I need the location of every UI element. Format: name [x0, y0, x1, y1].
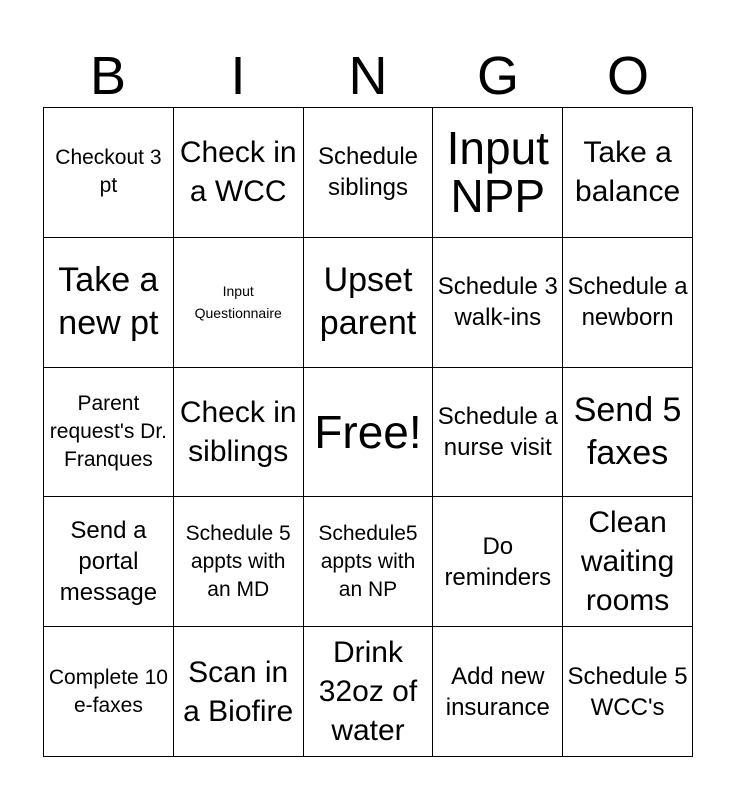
bingo-cell[interactable]	[433, 368, 563, 498]
cell-label: Upset parent	[319, 261, 417, 343]
bingo-cell[interactable]	[44, 497, 174, 627]
bingo-cell[interactable]	[433, 497, 563, 627]
cell-label: Take a new pt	[58, 261, 159, 343]
cell-label: Parent request's Dr. Franques	[49, 391, 168, 471]
bingo-cell[interactable]	[304, 627, 434, 757]
cell-label: Schedule5 appts with an NP	[318, 521, 418, 601]
bingo-cell[interactable]	[174, 627, 304, 757]
header-letter-i: I	[230, 46, 246, 106]
header-letter-o: O	[606, 46, 649, 106]
bingo-cell[interactable]	[433, 238, 563, 368]
bingo-cell[interactable]	[433, 108, 563, 238]
bingo-cell[interactable]	[174, 368, 304, 498]
cell-label: Send a portal message	[59, 517, 158, 607]
bingo-cell[interactable]	[563, 368, 693, 498]
bingo-cell[interactable]	[304, 238, 434, 368]
bingo-cell[interactable]	[563, 108, 693, 238]
cell-label: Schedule 5 WCC's	[567, 662, 688, 721]
cell-label: Complete 10 e-faxes	[48, 665, 168, 717]
cell-label: Do reminders	[444, 532, 552, 591]
bingo-cell[interactable]	[304, 497, 434, 627]
cell-label: Add new insurance	[445, 662, 550, 721]
free-space-label: Free!	[314, 405, 422, 458]
bingo-header	[43, 44, 693, 108]
bingo-cell[interactable]	[44, 368, 174, 498]
bingo-grid	[43, 107, 693, 757]
cell-label: Scan in a Biofire	[183, 655, 294, 728]
cell-label: Input NPP	[446, 122, 549, 223]
cell-label: Schedule 3 walk-ins	[437, 273, 558, 332]
bingo-cell[interactable]	[44, 238, 174, 368]
bingo-cell[interactable]	[304, 108, 434, 238]
cell-label: Check in a WCC	[179, 136, 297, 209]
header-letter-g: G	[476, 46, 519, 106]
bingo-cell[interactable]	[44, 108, 174, 238]
header-letter-b: B	[89, 46, 127, 106]
bingo-cell[interactable]	[563, 238, 693, 368]
cell-label: Schedule 5 appts with an MD	[185, 521, 291, 601]
bingo-cell[interactable]	[563, 627, 693, 757]
bingo-cell-free[interactable]	[304, 368, 434, 498]
cell-label: Send 5 faxes	[573, 390, 682, 472]
cell-label: Drink 32oz of water	[318, 636, 418, 748]
bingo-cell[interactable]	[174, 108, 304, 238]
cell-label: Schedule siblings	[317, 143, 419, 202]
cell-label: Checkout 3 pt	[55, 146, 162, 198]
cell-label: Schedule a nurse visit	[437, 402, 558, 461]
cell-label: Check in siblings	[179, 395, 297, 468]
bingo-cell[interactable]	[44, 627, 174, 757]
bingo-cell[interactable]	[174, 497, 304, 627]
header-letter-n: N	[348, 46, 388, 106]
cell-label: Input Questionnaire	[194, 283, 282, 322]
cell-label: Clean waiting rooms	[580, 506, 675, 618]
bingo-cell[interactable]	[174, 238, 304, 368]
cell-label: Schedule a newborn	[567, 273, 688, 332]
bingo-cell[interactable]	[563, 497, 693, 627]
bingo-cell[interactable]	[433, 627, 563, 757]
cell-label: Take a balance	[575, 136, 681, 209]
